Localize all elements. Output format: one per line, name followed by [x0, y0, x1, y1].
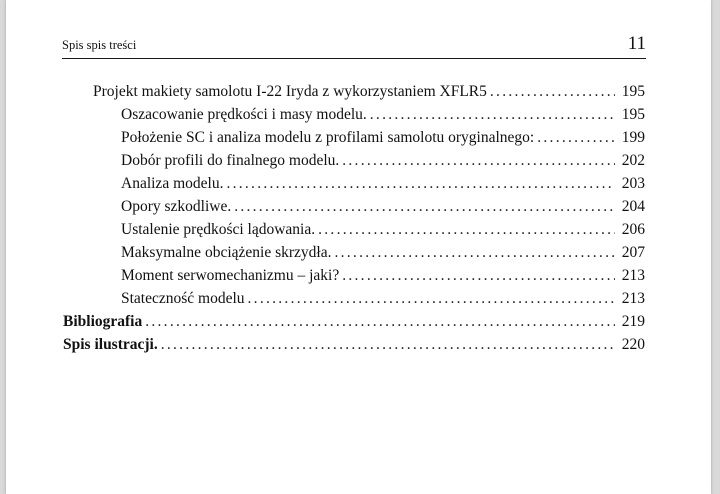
toc-entry-title: Ustalenie prędkości lądowania.: [121, 221, 316, 238]
toc-entry-page: 220: [621, 336, 645, 353]
toc-entry[interactable]: [63, 264, 645, 287]
toc-entry-page: 202: [621, 152, 645, 169]
dot-leader: [537, 126, 615, 149]
toc-entry-page: 199: [621, 129, 645, 146]
dot-leader: [490, 80, 615, 103]
toc-entry-title: Analiza modelu.: [121, 175, 224, 192]
toc-entry-title: Dobór profili do finalnego modelu.: [121, 152, 340, 169]
toc-entry-title: Położenie SC i analiza modelu z profilami samolotu oryginalnego:: [121, 129, 535, 146]
dot-leader: [226, 172, 615, 195]
toc-entry-title: Projekt makiety samolotu I-22 Iryda z wykorzystaniem XFLR5: [93, 83, 487, 100]
toc-entry-page: 203: [621, 175, 645, 192]
toc-entry-page: 213: [621, 267, 645, 284]
toc-entry-page: 219: [621, 313, 645, 330]
dot-leader: [234, 195, 615, 218]
dot-leader: [318, 218, 615, 241]
toc-entry-title: Oszacowanie prędkości i masy modelu.: [121, 106, 367, 123]
toc-entry[interactable]: [63, 333, 645, 356]
toc-entry-page: 195: [621, 83, 645, 100]
toc-entry-page: 204: [621, 198, 645, 215]
toc-entry-title: Maksymalne obciążenie skrzydła.: [121, 244, 332, 261]
page-header: [62, 30, 646, 59]
dot-leader: [161, 333, 615, 356]
toc-entry-title: Bibliografia: [63, 313, 143, 330]
toc-entry[interactable]: [63, 310, 645, 333]
toc-entry-title: Spis ilustracji.: [63, 336, 158, 353]
toc-entry[interactable]: [63, 241, 645, 264]
toc-entry[interactable]: [63, 149, 645, 172]
dot-leader: [342, 264, 615, 287]
page-number: 11: [627, 33, 646, 54]
toc-entry-title: Moment serwomechanizmu – jaki?: [121, 267, 340, 284]
dot-leader: [342, 149, 615, 172]
toc-entry[interactable]: [63, 195, 645, 218]
toc-entry-page: 195: [621, 106, 645, 123]
document-page: [6, 0, 711, 494]
toc-entry[interactable]: [63, 80, 645, 103]
running-title: Spis spis treści: [62, 38, 137, 52]
toc-entry-page: 206: [621, 221, 645, 238]
toc-entry[interactable]: [63, 218, 645, 241]
dot-leader: [248, 287, 615, 310]
toc-entry[interactable]: [63, 126, 645, 149]
table-of-contents: [63, 80, 645, 356]
toc-entry[interactable]: [63, 287, 645, 310]
dot-leader: [334, 241, 615, 264]
toc-entry[interactable]: [63, 172, 645, 195]
dot-leader: [370, 103, 615, 126]
toc-entry-page: 207: [621, 244, 645, 261]
toc-entry-title: Stateczność modelu: [121, 290, 245, 307]
dot-leader: [145, 310, 615, 333]
toc-entry-page: 213: [621, 290, 645, 307]
toc-entry-title: Opory szkodliwe.: [121, 198, 232, 215]
toc-entry[interactable]: [63, 103, 645, 126]
